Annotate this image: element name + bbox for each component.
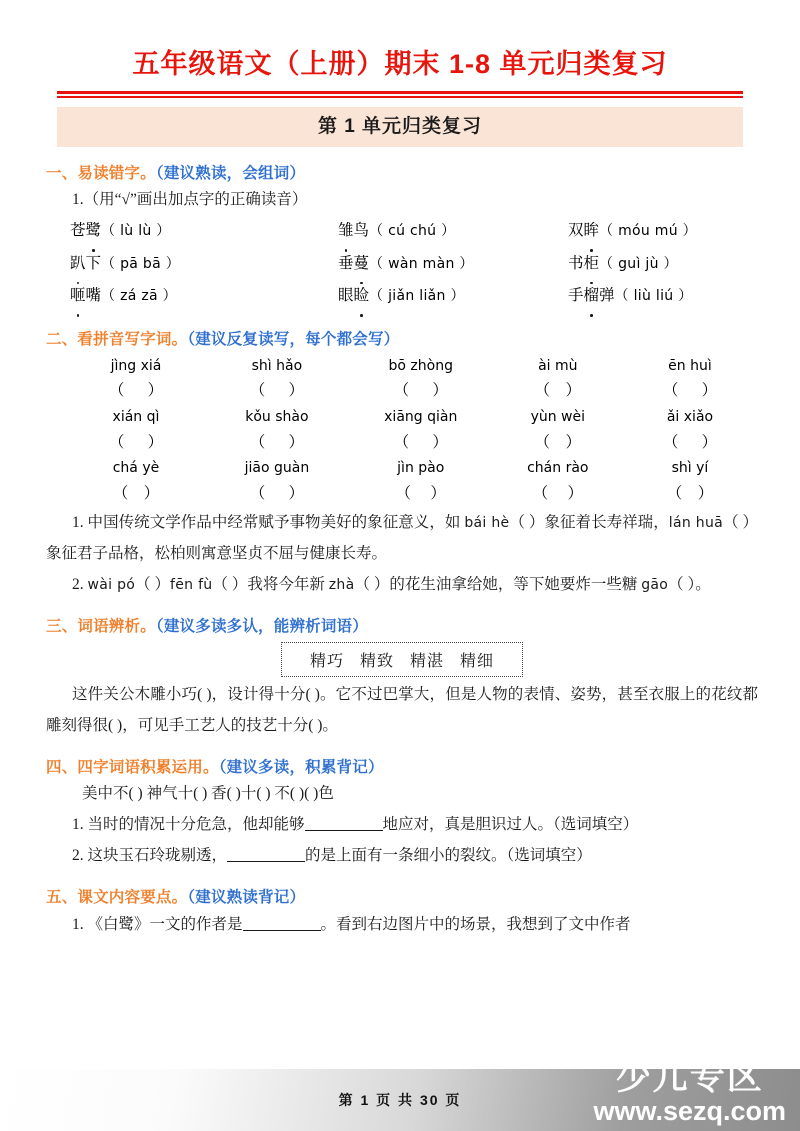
page-title: 五年级语文（上册）期末 1-8 单元归类复习 bbox=[132, 49, 668, 79]
word-bank-item[interactable]: 精巧 bbox=[309, 652, 344, 670]
pinyin-term: ēn huì bbox=[668, 357, 712, 374]
title-block bbox=[0, 0, 800, 82]
paragraph-text: 中国传统文学作品中经常赋予事物美好的象征意义，如 bbox=[87, 513, 465, 531]
section-4-question-2 bbox=[46, 840, 758, 871]
dotted-char: 蔓 bbox=[354, 248, 370, 281]
word-pre: 眼 bbox=[338, 287, 354, 305]
word-post: 弹 bbox=[599, 287, 615, 305]
word-bank-item[interactable]: 精致 bbox=[359, 652, 394, 670]
pinyin-term: shì yí bbox=[671, 460, 709, 477]
item-number: 2. bbox=[72, 847, 84, 864]
unit-banner: 第 1 单元归类复习 bbox=[57, 107, 743, 147]
section-5-question-1 bbox=[46, 909, 758, 940]
watermark bbox=[593, 1060, 786, 1125]
pinyin-options[interactable]: （ pā bā ） bbox=[101, 255, 181, 272]
word-pre: 垂 bbox=[338, 254, 354, 272]
pinyin-term-row bbox=[46, 404, 758, 431]
word-pre: 双 bbox=[568, 221, 584, 239]
section-heading-2 bbox=[46, 327, 758, 349]
page-number: 第 1 页 共 30 页 bbox=[338, 1092, 462, 1108]
answer-blank[interactable]: （ ） bbox=[395, 484, 446, 502]
section-2-title: 二、看拼音写字词。 bbox=[46, 330, 188, 348]
answer-blank[interactable]: （ ） bbox=[108, 382, 164, 400]
pinyin-options[interactable]: （ liù liú ） bbox=[614, 288, 693, 305]
section-3-title: 三、词语辨析。 bbox=[46, 617, 156, 635]
pinyin-term-row bbox=[46, 455, 758, 482]
section-1-title: 一、易读错字。 bbox=[46, 164, 156, 182]
word-pre: 苍 bbox=[70, 221, 86, 239]
word-post: 嘴 bbox=[85, 287, 102, 305]
answer-blank[interactable]: （ ） bbox=[249, 382, 305, 400]
idiom-fill-line[interactable]: 美中不( ) 神气十( ) 香( )十( ) 不( )( )色 bbox=[82, 784, 334, 802]
question-text: 的是上面有一条细小的裂纹。（选词填空） bbox=[305, 847, 592, 864]
list-item bbox=[70, 280, 338, 313]
pinyin-options[interactable]: （ wàn màn ） bbox=[369, 255, 474, 272]
answer-blank[interactable]: （ ） bbox=[534, 433, 582, 451]
dotted-char: 柜 bbox=[584, 248, 600, 281]
answer-blank[interactable]: （ ） bbox=[666, 484, 714, 502]
answer-blank[interactable]: （ ） bbox=[249, 484, 305, 502]
dotted-char: 眸 bbox=[584, 215, 600, 248]
list-item bbox=[568, 248, 678, 281]
list-item bbox=[338, 215, 568, 248]
pinyin-options[interactable]: （ cú chú ） bbox=[369, 222, 456, 239]
section-heading-3 bbox=[46, 614, 758, 636]
list-item bbox=[70, 248, 338, 281]
dotted-char: 咂 bbox=[70, 280, 86, 313]
pinyin-options[interactable]: （ guì jù ） bbox=[599, 255, 678, 272]
pinyin-inline: zhà bbox=[328, 576, 355, 593]
item-number: 1. bbox=[72, 513, 84, 531]
dotted-char: 榴 bbox=[584, 280, 600, 313]
pinyin-term: ǎi xiǎo bbox=[666, 409, 714, 425]
section-heading-1 bbox=[46, 161, 758, 183]
dotted-char: 睑 bbox=[354, 280, 370, 313]
pinyin-term: bō zhòng bbox=[388, 357, 453, 374]
worksheet-content bbox=[0, 161, 800, 940]
section-4-title: 四、四字词语积累运用。 bbox=[46, 758, 219, 776]
section-5-hint: （建议熟读背记） bbox=[187, 889, 306, 906]
pinyin-inline: wài pó bbox=[87, 576, 136, 593]
section-heading-5 bbox=[46, 885, 758, 907]
paragraph-text[interactable]: （ ） bbox=[135, 575, 171, 593]
pinyin-term: yùn wèi bbox=[530, 409, 585, 425]
pinyin-term: shì hǎo bbox=[251, 357, 303, 374]
pinyin-inline: gāo bbox=[641, 576, 669, 593]
answer-blank[interactable]: （ ） bbox=[112, 484, 160, 502]
pinyin-options[interactable]: （ móu mú ） bbox=[599, 222, 697, 239]
question-text: 地应对，真是胆识过人。（选词填空） bbox=[382, 816, 639, 833]
pinyin-term-row bbox=[46, 353, 758, 380]
question-text: 《白鹭》一文的作者是 bbox=[87, 916, 243, 933]
list-item bbox=[568, 280, 693, 313]
question-text: 。看到右边图片中的场景，我想到了文中作者 bbox=[320, 916, 631, 933]
answer-blank[interactable]: （ ） bbox=[393, 433, 448, 451]
item-number: 2. bbox=[72, 575, 84, 593]
pinyin-options[interactable]: （ lù lù ） bbox=[101, 222, 171, 239]
pinyin-term: kǒu shào bbox=[245, 409, 309, 425]
word-bank-item[interactable]: 精细 bbox=[460, 652, 495, 670]
answer-blank[interactable]: （ ） bbox=[534, 382, 582, 400]
table-row bbox=[46, 280, 758, 313]
pinyin-term: jiāo guàn bbox=[244, 460, 310, 477]
dotted-char: 趴 bbox=[70, 248, 86, 281]
dotted-char: 鹭 bbox=[86, 215, 102, 248]
answer-blank[interactable]: （ ） bbox=[108, 433, 164, 451]
pinyin-term: chán rào bbox=[527, 460, 589, 477]
list-item bbox=[338, 280, 568, 313]
section-4-question-1 bbox=[46, 809, 758, 840]
page-footer bbox=[0, 1058, 800, 1131]
list-item bbox=[70, 215, 338, 248]
item-number: 1. bbox=[72, 916, 84, 933]
answer-bracket-row bbox=[46, 482, 758, 507]
paragraph-text[interactable]: （ ）象征君子品格，松柏则寓意坚贞不屈与健康长寿。 bbox=[46, 513, 759, 562]
section-3-paragraph[interactable]: 这件关公木雕小巧( )，设计得十分( )。它不过巴掌大，但是人物的表情、姿势，甚至衣服上的花纹都雕刻得很( )，可见手工艺人的技艺十分( )。 bbox=[46, 685, 758, 734]
answer-blank[interactable]: （ ） bbox=[662, 433, 718, 451]
pinyin-inline: fēn fù bbox=[170, 576, 213, 593]
table-row bbox=[46, 248, 758, 281]
answer-blank[interactable]: （ ） bbox=[393, 382, 448, 400]
pinyin-inline: lán huā bbox=[668, 514, 724, 531]
section-2-hint: （建议反复读写，每个都会写） bbox=[187, 330, 400, 348]
section-3-hint: （建议多读多认，能辨析词语） bbox=[155, 617, 368, 635]
answer-blank-underline[interactable] bbox=[227, 846, 305, 862]
pinyin-term: jìng xiá bbox=[110, 357, 162, 374]
pinyin-term: xián qì bbox=[112, 409, 160, 425]
pinyin-term: xiāng qiàn bbox=[384, 409, 458, 425]
word-bank-container bbox=[46, 642, 758, 677]
answer-blank[interactable]: （ ） bbox=[662, 382, 718, 400]
answer-blank[interactable]: （ ） bbox=[249, 433, 305, 451]
word-pre: 书 bbox=[568, 254, 584, 272]
paragraph-text[interactable]: （ ）我将今年新 bbox=[212, 575, 329, 593]
item-number: 1. bbox=[72, 816, 84, 833]
section-5-title: 五、课文内容要点。 bbox=[46, 889, 188, 906]
watermark-url: www.sezq.com bbox=[593, 1096, 786, 1126]
word-post: 鸟 bbox=[353, 221, 370, 239]
section-4-hint: （建议多读，积累背记） bbox=[218, 758, 384, 776]
word-bank bbox=[281, 642, 523, 677]
list-item bbox=[338, 248, 568, 281]
pinyin-inline: bái hè bbox=[464, 514, 510, 531]
answer-blank-underline[interactable] bbox=[243, 915, 321, 931]
pinyin-options[interactable]: （ jiǎn liǎn ） bbox=[369, 288, 465, 305]
section-2-paragraph-2 bbox=[46, 569, 758, 600]
paragraph-text[interactable]: （ ）象征着长寿祥瑞， bbox=[509, 513, 669, 531]
word-pre: 手 bbox=[568, 287, 584, 305]
title-divider bbox=[57, 91, 743, 98]
section-heading-4 bbox=[46, 755, 758, 777]
pinyin-term: jìn pào bbox=[397, 460, 445, 477]
watermark-logo-text: 少儿专区 bbox=[615, 1058, 764, 1097]
pinyin-term: ài mù bbox=[538, 357, 578, 374]
question-text: 当时的情况十分危急，他却能够 bbox=[87, 816, 305, 833]
section-1-hint: （建议熟读，会组词） bbox=[155, 164, 306, 182]
answer-bracket-row bbox=[46, 431, 758, 456]
answer-blank[interactable]: （ ） bbox=[532, 484, 583, 502]
pinyin-exercise-block bbox=[46, 353, 758, 507]
pinyin-term: chá yè bbox=[112, 460, 160, 477]
paragraph-text[interactable]: （ ）的花生油拿给她，等下她要炸一些糖 bbox=[354, 575, 642, 593]
table-row bbox=[46, 215, 758, 248]
section-2-paragraph-1 bbox=[46, 507, 758, 569]
word-post: 下 bbox=[85, 254, 102, 272]
list-item bbox=[568, 215, 697, 248]
section-1-question-label: 1.（用“√”画出加点字的正确读音） bbox=[72, 190, 308, 208]
paragraph-text[interactable]: （ ）。 bbox=[668, 575, 711, 593]
word-bank-item[interactable]: 精湛 bbox=[410, 652, 445, 670]
answer-blank-underline[interactable] bbox=[305, 815, 383, 831]
question-text: 这块玉石玲珑剔透， bbox=[87, 847, 228, 864]
pinyin-options[interactable]: （ zá zā ） bbox=[101, 288, 177, 305]
dotted-char: 雏 bbox=[338, 215, 354, 248]
answer-bracket-row bbox=[46, 379, 758, 404]
